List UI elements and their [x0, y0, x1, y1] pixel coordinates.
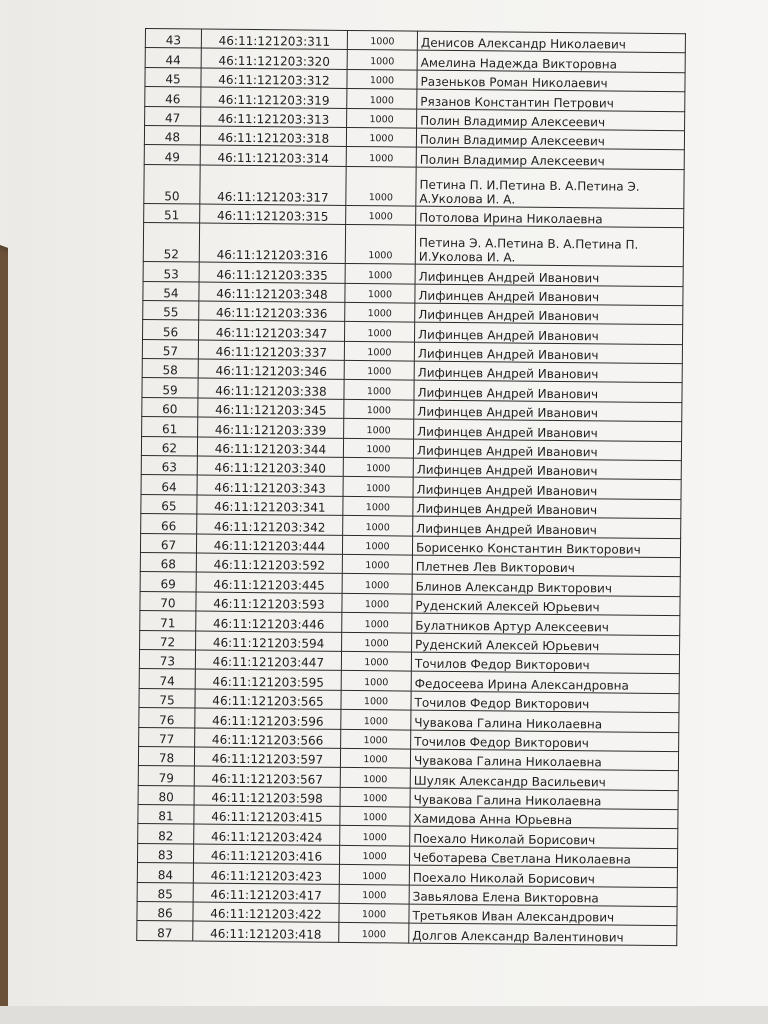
cadastral-number-cell: 46:11:121203:415	[194, 805, 340, 826]
land-plots-table	[136, 28, 686, 946]
cadastral-number-cell: 46:11:121203:345	[198, 398, 344, 419]
area-cell: 1000	[344, 361, 414, 381]
owner-name-cell: Точилов Федор Викторович	[411, 652, 679, 674]
cadastral-number-cell: 46:11:121203:342	[197, 514, 343, 535]
cadastral-number-cell: 46:11:121203:343	[197, 475, 343, 496]
cadastral-number-cell: 46:11:121203:424	[194, 824, 340, 845]
row-number-cell: 45	[145, 67, 201, 87]
owner-name-cell: Точилов Федор Викторович	[411, 730, 679, 752]
area-cell: 1000	[346, 205, 416, 225]
cadastral-number-cell: 46:11:121203:320	[201, 48, 347, 69]
owner-name-cell: Лифинцев Андрей Иванович	[413, 439, 681, 461]
row-number-cell: 87	[137, 921, 193, 941]
area-cell: 1000	[341, 671, 411, 691]
owner-name-cell: Поехало Николай Борисович	[409, 865, 677, 887]
area-cell: 1000	[341, 690, 411, 710]
area-cell: 1000	[343, 516, 413, 536]
row-number-cell: 62	[141, 436, 197, 456]
row-number-cell: 46	[145, 87, 201, 107]
cadastral-number-cell: 46:11:121203:565	[195, 689, 341, 710]
area-cell: 1000	[340, 748, 410, 768]
area-cell: 1000	[339, 884, 409, 904]
row-number-cell: 55	[143, 300, 199, 320]
area-cell: 1000	[339, 845, 409, 865]
area-cell: 1000	[344, 419, 414, 439]
cadastral-number-cell: 46:11:121203:344	[197, 437, 343, 458]
owner-name-cell: Петина П. И.Петина В. А.Петина Э. А.Уколова И. А.	[416, 167, 684, 209]
area-cell: 1000	[341, 729, 411, 749]
owner-name-cell: Чеботарева Светлана Николаевна	[409, 846, 677, 868]
cadastral-number-cell: 46:11:121203:346	[198, 359, 344, 380]
owner-name-cell: Лифинцев Андрей Иванович	[414, 381, 682, 403]
row-number-cell: 65	[141, 494, 197, 514]
area-cell: 1000	[347, 30, 417, 50]
owner-name-cell: Лифинцев Андрей Иванович	[413, 458, 681, 480]
owner-name-cell: Лифинцев Андрей Иванович	[415, 322, 683, 344]
row-number-cell: 79	[138, 766, 194, 786]
cadastral-number-cell: 46:11:121203:319	[201, 87, 347, 108]
owner-name-cell: Федосеева Ирина Александровна	[411, 671, 679, 693]
cadastral-number-cell: 46:11:121203:338	[198, 378, 344, 399]
cadastral-number-cell: 46:11:121203:339	[198, 417, 344, 438]
owner-name-cell: Плетнев Лев Викторович	[412, 555, 680, 577]
cadastral-number-cell: 46:11:121203:315	[200, 204, 346, 225]
cadastral-number-cell: 46:11:121203:444	[196, 534, 342, 555]
cadastral-number-cell: 46:11:121203:340	[197, 456, 343, 477]
owner-name-cell: Булатников Артур Алексеевич	[412, 613, 680, 635]
row-number-cell: 59	[142, 378, 198, 398]
row-number-cell: 70	[140, 591, 196, 611]
row-number-cell: 43	[145, 29, 201, 49]
owner-name-cell: Потолова Ирина Николаевна	[416, 206, 684, 228]
row-number-cell: 86	[137, 901, 193, 921]
owner-name-cell: Лифинцев Андрей Иванович	[413, 516, 681, 538]
row-number-cell: 64	[141, 475, 197, 495]
cadastral-number-cell: 46:11:121203:341	[197, 495, 343, 516]
owner-name-cell: Рязанов Константин Петрович	[417, 89, 685, 111]
cadastral-number-cell: 46:11:121203:317	[200, 165, 346, 205]
owner-name-cell: Разеньков Роман Николаевич	[417, 70, 685, 92]
row-number-cell: 51	[144, 203, 200, 223]
owner-name-cell: Лифинцев Андрей Иванович	[414, 400, 682, 422]
owner-name-cell: Полин Владимир Алексеевич	[417, 109, 685, 131]
owner-name-cell: Амелина Надежда Викторовна	[417, 51, 685, 73]
cadastral-number-cell: 46:11:121203:422	[193, 902, 339, 923]
cadastral-number-cell: 46:11:121203:347	[199, 320, 345, 341]
area-cell: 1000	[345, 302, 415, 322]
owner-name-cell: Лифинцев Андрей Иванович	[414, 361, 682, 383]
cadastral-number-cell: 46:11:121203:594	[196, 631, 342, 652]
area-cell: 1000	[342, 535, 412, 555]
row-number-cell: 47	[145, 106, 201, 126]
table-row	[144, 164, 684, 208]
cadastral-number-cell: 46:11:121203:592	[196, 553, 342, 574]
row-number-cell: 78	[138, 746, 194, 766]
cadastral-number-cell: 46:11:121203:335	[199, 262, 345, 283]
owner-name-cell: Лифинцев Андрей Иванович	[415, 284, 683, 306]
owner-name-cell: Чувакова Галина Николаевна	[411, 710, 679, 732]
owner-name-cell: Чувакова Галина Николаевна	[410, 788, 678, 810]
row-number-cell: 63	[141, 456, 197, 476]
owner-name-cell: Третьяков Иван Александрович	[409, 904, 677, 926]
row-number-cell: 73	[139, 649, 195, 669]
area-cell: 1000	[341, 710, 411, 730]
cadastral-number-cell: 46:11:121203:318	[200, 126, 346, 147]
owner-name-cell: Блинов Александр Викторович	[412, 574, 680, 596]
area-cell: 1000	[340, 806, 410, 826]
row-number-cell: 75	[139, 688, 195, 708]
row-number-cell: 74	[139, 669, 195, 689]
row-number-cell: 50	[144, 164, 200, 204]
area-cell: 1000	[342, 613, 412, 633]
row-number-cell: 85	[137, 882, 193, 902]
cadastral-number-cell: 46:11:121203:596	[195, 708, 341, 729]
row-number-cell: 83	[137, 843, 193, 863]
area-cell: 1000	[345, 322, 415, 342]
row-number-cell: 44	[145, 48, 201, 68]
row-number-cell: 57	[142, 339, 198, 359]
area-cell: 1000	[341, 651, 411, 671]
cadastral-number-cell: 46:11:121203:445	[196, 572, 342, 593]
area-cell: 1000	[343, 477, 413, 497]
owner-name-cell: Точилов Федор Викторович	[411, 691, 679, 713]
owner-name-cell: Лифинцев Андрей Иванович	[413, 497, 681, 519]
cadastral-number-cell: 46:11:121203:348	[199, 282, 345, 303]
cadastral-number-cell: 46:11:121203:416	[193, 844, 339, 865]
area-cell: 1000	[347, 50, 417, 70]
owner-name-cell: Завьялова Елена Викторовна	[409, 885, 677, 907]
cadastral-number-cell: 46:11:121203:598	[194, 786, 340, 807]
cadastral-number-cell: 46:11:121203:314	[200, 145, 346, 166]
area-cell: 1000	[346, 127, 416, 147]
owner-name-cell: Лифинцев Андрей Иванович	[415, 303, 683, 325]
row-number-cell: 61	[142, 417, 198, 437]
cadastral-number-cell: 46:11:121203:595	[195, 669, 341, 690]
area-cell: 1000	[342, 574, 412, 594]
table-body	[137, 29, 686, 946]
cadastral-number-cell: 46:11:121203:336	[199, 301, 345, 322]
area-cell: 1000	[344, 380, 414, 400]
row-number-cell: 53	[143, 262, 199, 282]
cadastral-number-cell: 46:11:121203:312	[201, 68, 347, 89]
row-number-cell: 67	[140, 533, 196, 553]
area-cell: 1000	[344, 399, 414, 419]
cadastral-number-cell: 46:11:121203:593	[196, 592, 342, 613]
area-cell: 1000	[347, 108, 417, 128]
row-number-cell: 77	[139, 727, 195, 747]
owner-name-cell: Руденский Алексей Юрьевич	[412, 633, 680, 655]
row-number-cell: 48	[144, 125, 200, 145]
row-number-cell: 82	[138, 824, 194, 844]
cadastral-number-cell: 46:11:121203:316	[199, 223, 345, 263]
row-number-cell: 81	[138, 805, 194, 825]
cadastral-number-cell: 46:11:121203:417	[193, 883, 339, 904]
owner-name-cell: Денисов Александр Николаевич	[417, 31, 685, 53]
row-number-cell: 66	[141, 514, 197, 534]
area-cell: 1000	[339, 865, 409, 885]
row-number-cell: 58	[142, 359, 198, 379]
area-cell: 1000	[339, 923, 409, 943]
row-number-cell: 54	[143, 281, 199, 301]
row-number-cell: 84	[137, 863, 193, 883]
area-cell: 1000	[342, 632, 412, 652]
cadastral-number-cell: 46:11:121203:447	[195, 650, 341, 671]
owner-name-cell: Борисенко Константин Викторович	[412, 536, 680, 558]
area-cell: 1000	[347, 89, 417, 109]
owner-name-cell: Руденский Алексей Юрьевич	[412, 594, 680, 616]
area-cell: 1000	[342, 593, 412, 613]
area-cell: 1000	[346, 147, 416, 167]
owner-name-cell: Хамидова Анна Юрьевна	[410, 807, 678, 829]
area-cell: 1000	[340, 768, 410, 788]
owner-name-cell: Чувакова Галина Николаевна	[410, 749, 678, 771]
owner-name-cell: Лифинцев Андрей Иванович	[414, 342, 682, 364]
cadastral-number-cell: 46:11:121203:418	[193, 921, 339, 942]
owner-name-cell: Лифинцев Андрей Иванович	[415, 264, 683, 286]
area-cell: 1000	[343, 457, 413, 477]
cadastral-number-cell: 46:11:121203:337	[198, 340, 344, 361]
table-row	[143, 223, 683, 267]
owner-name-cell: Петина Э. А.Петина В. А.Петина П. И.Уколова И. А.	[415, 225, 683, 267]
area-cell: 1000	[340, 787, 410, 807]
owner-name-cell: Полин Владимир Алексеевич	[416, 128, 684, 150]
cadastral-number-cell: 46:11:121203:567	[194, 766, 340, 787]
cadastral-number-cell: 46:11:121203:597	[194, 747, 340, 768]
area-cell: 1000	[345, 264, 415, 284]
row-number-cell: 71	[140, 611, 196, 631]
cadastral-number-cell: 46:11:121203:313	[201, 107, 347, 128]
area-cell: 1000	[345, 283, 415, 303]
area-cell: 1000	[346, 166, 416, 206]
area-cell: 1000	[342, 554, 412, 574]
cadastral-number-cell: 46:11:121203:566	[195, 728, 341, 749]
row-number-cell: 76	[139, 708, 195, 728]
cadastral-number-cell: 46:11:121203:311	[201, 29, 347, 50]
owner-name-cell: Поехало Николай Борисович	[410, 827, 678, 849]
owner-name-cell: Долгов Александр Валентинович	[409, 923, 677, 945]
cadastral-number-cell: 46:11:121203:446	[196, 611, 342, 632]
owner-name-cell: Шуляк Александр Васильевич	[410, 768, 678, 790]
area-cell: 1000	[339, 903, 409, 923]
owner-name-cell: Лифинцев Андрей Иванович	[413, 478, 681, 500]
row-number-cell: 80	[138, 785, 194, 805]
row-number-cell: 56	[143, 320, 199, 340]
row-number-cell: 68	[140, 552, 196, 572]
area-cell: 1000	[347, 69, 417, 89]
owner-name-cell: Лифинцев Андрей Иванович	[414, 419, 682, 441]
page-bottom-edge	[0, 1006, 768, 1024]
owner-name-cell: Полин Владимир Алексеевич	[416, 147, 684, 169]
row-number-cell: 69	[140, 572, 196, 592]
row-number-cell: 52	[143, 223, 199, 263]
area-cell: 1000	[343, 438, 413, 458]
row-number-cell: 49	[144, 145, 200, 165]
row-number-cell: 72	[140, 630, 196, 650]
area-cell: 1000	[340, 826, 410, 846]
area-cell: 1000	[344, 341, 414, 361]
row-number-cell: 60	[142, 397, 198, 417]
area-cell: 1000	[345, 225, 415, 265]
area-cell: 1000	[343, 496, 413, 516]
cadastral-number-cell: 46:11:121203:423	[193, 863, 339, 884]
